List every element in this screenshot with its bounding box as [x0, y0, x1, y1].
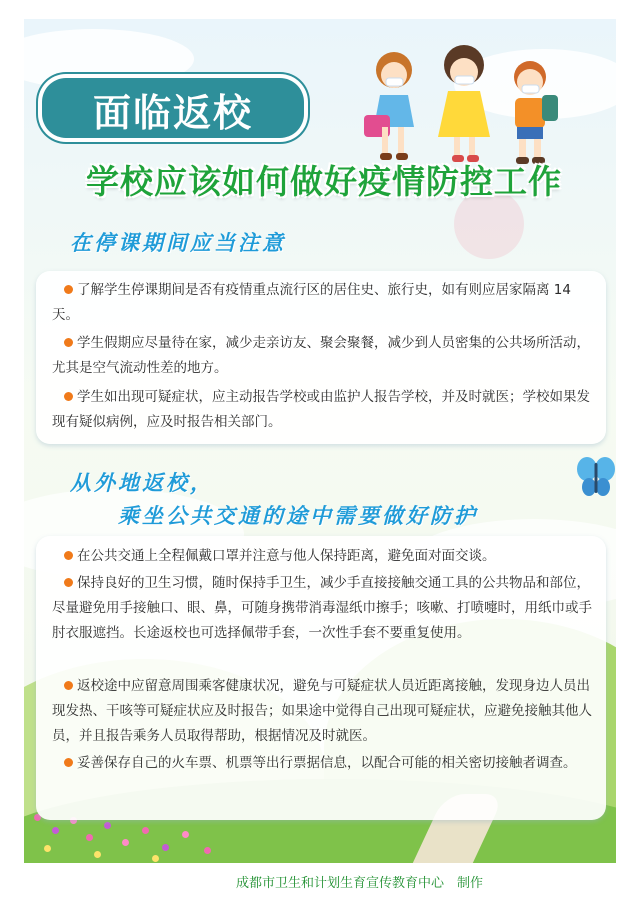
section1-heading: 在停课期间应当注意 — [70, 231, 286, 255]
footer-credit: 成都市卫生和计划生育宣传教育中心 制作 — [236, 876, 484, 891]
poster — [24, 19, 616, 863]
children-illustration — [362, 45, 562, 170]
bullet-icon — [64, 392, 73, 401]
page-title: 面临返校 — [92, 91, 253, 135]
title-badge — [42, 78, 304, 138]
list-item: 返校途中应留意周围乘客健康状况，避免与可疑症状人员近距离接触，发现身边人员出现发热、干咳等可疑症状应及时报告；如果途中觉得自己出现可疑症状，应避免接触其他人员，并且报告乘务人员取得帮助，根据情况及时就医。 — [52, 678, 592, 744]
section2-heading-line2: 乘坐公共交通的途中需要做好防护 — [118, 504, 478, 528]
section2-panel — [36, 536, 606, 820]
bullet-icon — [64, 285, 73, 294]
list-item: 了解学生停课期间是否有疫情重点流行区的居住史、旅行史，如有则应居家隔离 14 天。 — [52, 282, 571, 323]
bullet-icon — [64, 681, 73, 690]
bullet-icon — [64, 338, 73, 347]
butterfly-icon — [576, 455, 616, 499]
section2-heading-line1: 从外地返校， — [70, 471, 214, 495]
bullet-icon — [64, 578, 73, 587]
bullet-icon — [64, 758, 73, 767]
bullet-icon — [64, 551, 73, 560]
list-item: 学生如出现可疑症状，应主动报告学校或由监护人报告学校，并及时就医；学校如果发现有疑似病例，应及时报告相关部门。 — [52, 389, 590, 430]
page-subtitle: 学校应该如何做好疫情防控工作 — [86, 162, 562, 201]
section1-panel — [36, 271, 606, 444]
list-item: 在公共交通上全程佩戴口罩并注意与他人保持距离，避免面对面交谈。 — [52, 544, 592, 569]
list-item: 保持良好的卫生习惯，随时保持手卫生，减少手直接接触交通工具的公共物品和部位，尽量避免用手接触口、眼、鼻，可随身携带消毒湿纸巾擦手；咳嗽、打喷嚏时，用纸巾或手肘衣服遮挡。长途返校也可选择佩带手套，一次性手套不要重复使用。 — [52, 575, 592, 641]
list-item: 妥善保存自己的火车票、机票等出行票据信息，以配合可能的相关密切接触者调查。 — [52, 751, 592, 776]
list-item: 学生假期应尽量待在家，减少走亲访友、聚会聚餐，减少到人员密集的公共场所活动，尤其是空气流动性差的地方。 — [52, 335, 590, 376]
